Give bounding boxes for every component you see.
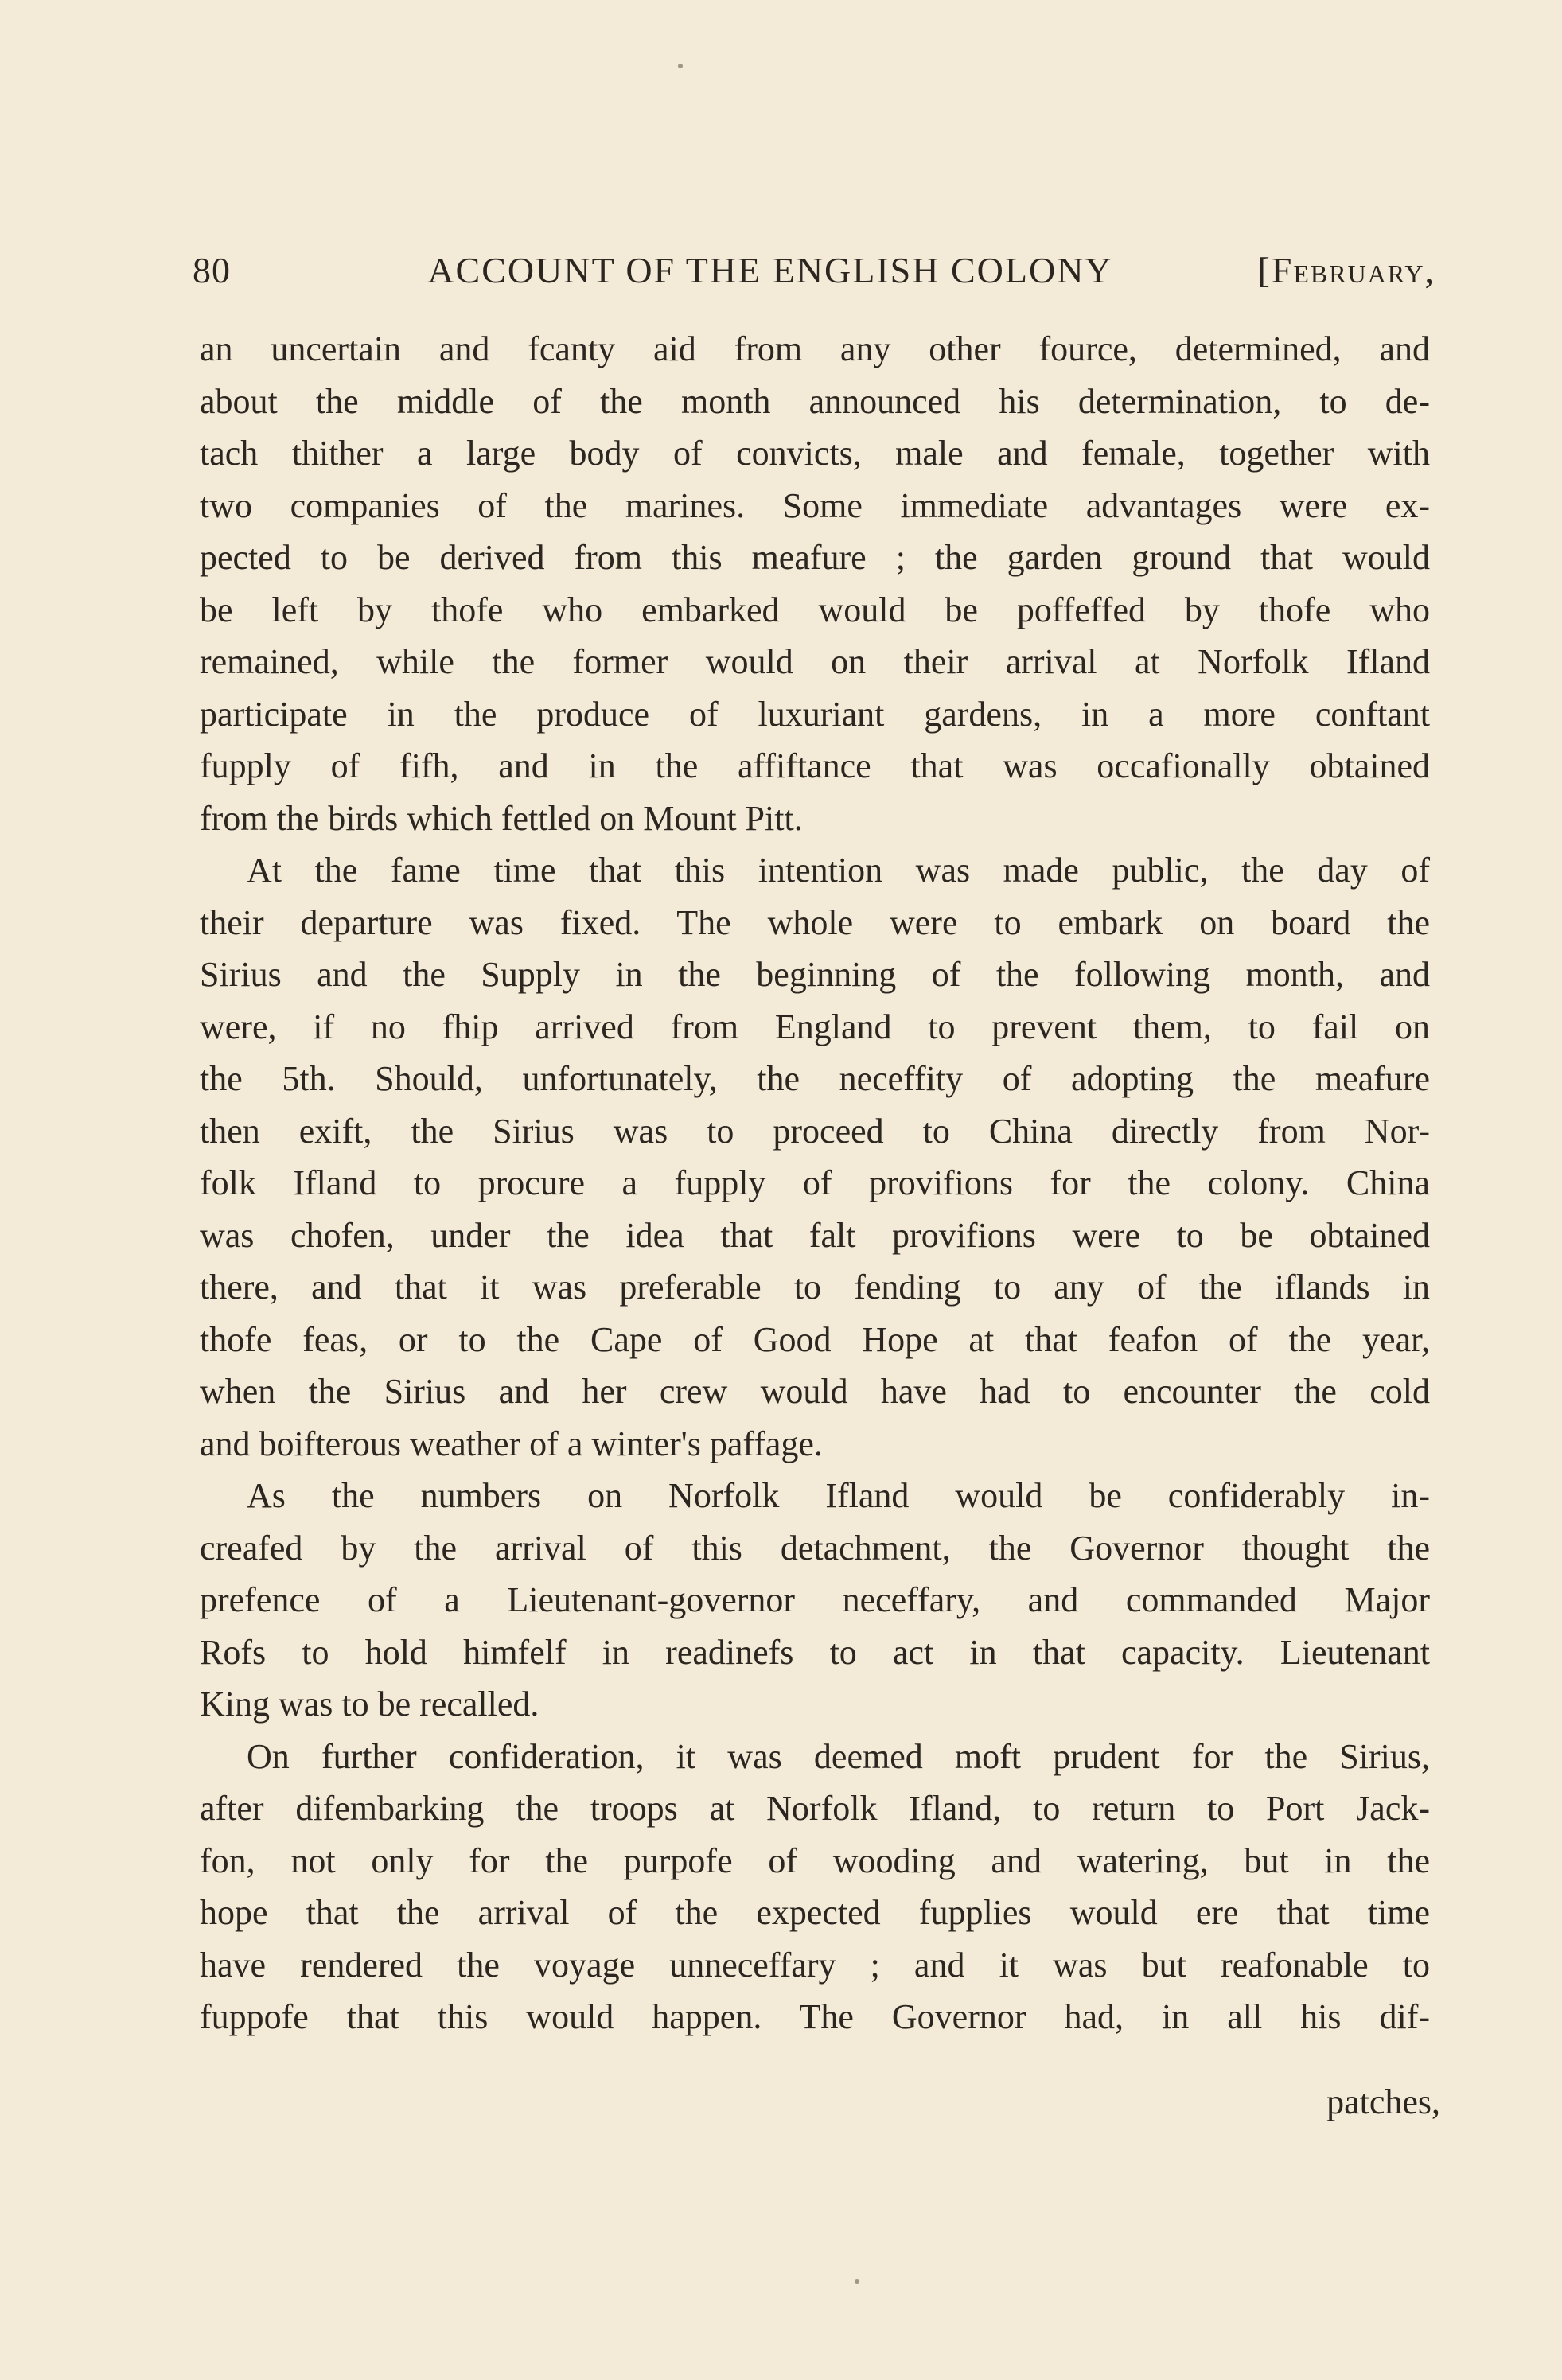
running-header	[193, 241, 1435, 289]
catchword: patches,	[1326, 2082, 1440, 2121]
text-line: Sirius and the Supply in the beginning of the following month, and	[200, 955, 1430, 994]
text-line: when the Sirius and her crew would have had to encounter the cold	[200, 1372, 1430, 1411]
paragraph-first-line: As the numbers on Norfolk Ifland would be confiderably in-	[247, 1476, 1430, 1515]
page-number: 80	[193, 250, 231, 290]
paragraph-last-line: King was to be recalled.	[200, 1685, 539, 1724]
text-line: there, and that it was preferable to fending to any of the iflands in	[200, 1268, 1430, 1307]
text-line: about the middle of the month announced his determination, to de-	[200, 381, 1430, 421]
text-line: be left by thofe who embarked would be poffeffed by thofe who	[200, 590, 1430, 629]
text-line: two companies of the marines. Some immediate advantages were ex-	[200, 485, 1430, 525]
paragraph-first-line: On further confideration, it was deemed moft prudent for the Sirius,	[247, 1736, 1430, 1776]
text-line: their departure was fixed. The whole were to embark on board the	[200, 902, 1430, 942]
text-line: hope that the arrival of the expected fupplies would ere that time	[200, 1893, 1430, 1932]
text-line: was chofen, under the idea that falt provifions were to be obtained	[200, 1215, 1430, 1255]
text-line: thofe feas, or to the Cape of Good Hope at that feafon of the year,	[200, 1319, 1430, 1359]
text-line: an uncertain and fcanty aid from any other fource, determined, and	[200, 329, 1430, 368]
text-line: fon, not only for the purpofe of wooding and watering, but in the	[200, 1841, 1430, 1880]
text-line: then exift, the Sirius was to proceed to China directly from Nor-	[200, 1111, 1430, 1151]
text-line: were, if no fhip arrived from England to prevent them, to fail on	[200, 1007, 1430, 1046]
running-date-text: [February,	[1257, 250, 1435, 290]
text-line: participate in the produce of luxuriant gardens, in a more conftant	[200, 694, 1430, 734]
text-line: have rendered the voyage unneceffary ; and it was but reafonable to	[200, 1945, 1430, 1985]
text-line: fupply of fifh, and in the affiftance that was occafionally obtained	[200, 746, 1430, 785]
text-line: folk Ifland to procure a fupply of provifions for the colony. China	[200, 1163, 1430, 1202]
text-line: pected to be derived from this meafure ; the garden ground that would	[200, 538, 1430, 577]
text-line: tach thither a large body of convicts, male and female, together with	[200, 434, 1430, 473]
text-line: the 5th. Should, unfortunately, the neceffity of adopting the meafure	[200, 1059, 1430, 1098]
paragraph-last-line: from the birds which fettled on Mount Pitt.	[200, 798, 803, 838]
paper-speck	[855, 2279, 859, 2284]
text-line: prefence of a Lieutenant-governor neceffary, and commanded Major	[200, 1580, 1430, 1619]
paragraph-last-line: and boifterous weather of a winter's paffage.	[200, 1424, 823, 1463]
text-line: Rofs to hold himfelf in readinefs to act in that capacity. Lieutenant	[200, 1632, 1430, 1672]
text-line: after difembarking the troops at Norfolk Ifland, to return to Port Jack-	[200, 1789, 1430, 1828]
paper-speck	[678, 64, 683, 68]
running-title: ACCOUNT OF THE ENGLISH COLONY	[427, 250, 1113, 290]
text-line: remained, while the former would on their arrival at Norfolk Ifland	[200, 642, 1430, 681]
running-date	[1237, 252, 1435, 289]
body-text	[200, 323, 1430, 2043]
text-line: creafed by the arrival of this detachment, the Governor thought the	[200, 1528, 1430, 1568]
text-line: fuppofe that this would happen. The Governor had, in all his dif-	[200, 1997, 1430, 2036]
paragraph-first-line: At the fame time that this intention was made public, the day of	[247, 851, 1430, 890]
